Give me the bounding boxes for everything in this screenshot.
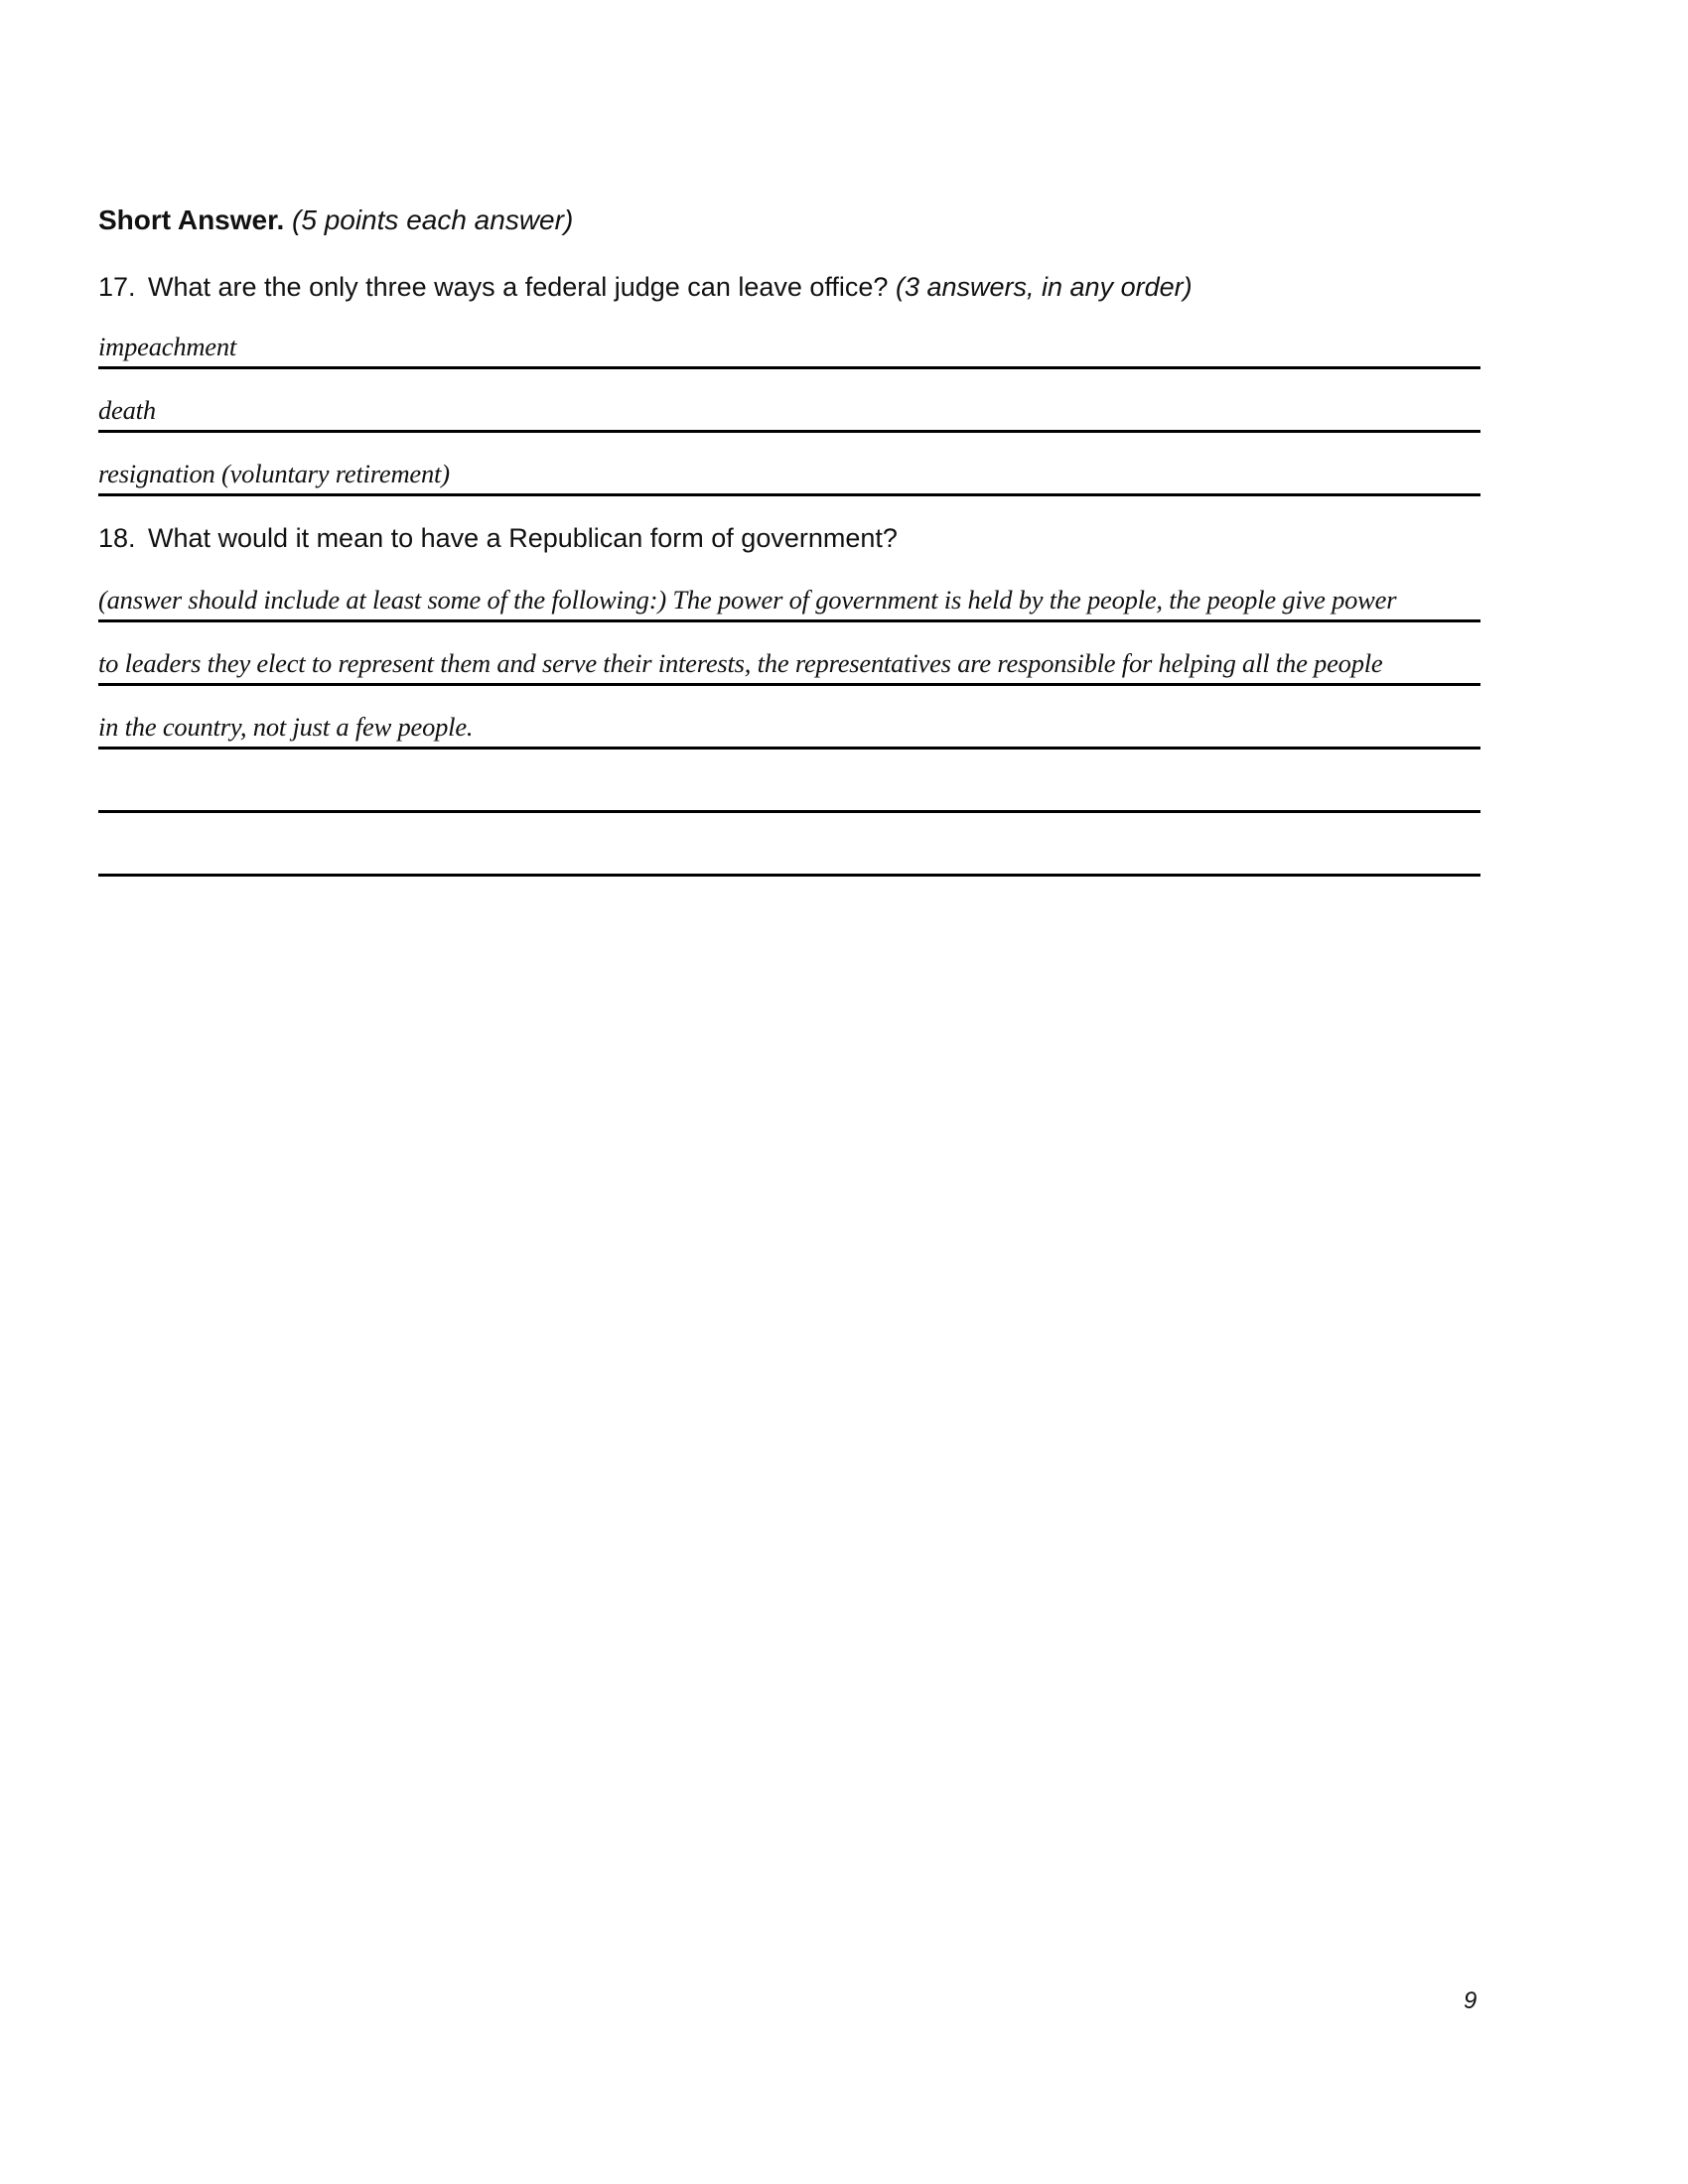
section-heading xyxy=(98,205,573,236)
answer-line[interactable] xyxy=(98,334,1480,369)
answer-text: impeachment xyxy=(98,332,237,361)
question-18 xyxy=(98,523,898,554)
answer-text: resignation (voluntary retirement) xyxy=(98,459,450,488)
answer-line[interactable] xyxy=(98,397,1480,433)
page-number: 9 xyxy=(1464,1987,1477,2014)
answer-line[interactable] xyxy=(98,587,1480,622)
answer-line-blank[interactable] xyxy=(98,777,1480,813)
question-number: 18. xyxy=(98,523,136,553)
answer-text: in the country, not just a few people. xyxy=(98,712,474,742)
answer-text: death xyxy=(98,395,156,425)
answer-text: to leaders they elect to represent them and serve their interests, the representatives are responsible for helping all the people xyxy=(98,648,1383,678)
answer-line[interactable] xyxy=(98,714,1480,750)
answer-line[interactable] xyxy=(98,650,1480,686)
section-points-note: (5 points each answer) xyxy=(292,205,574,235)
answer-line[interactable] xyxy=(98,461,1480,496)
question-number: 17. xyxy=(98,272,136,302)
question-17 xyxy=(98,272,1193,303)
question-note: (3 answers, in any order) xyxy=(895,272,1193,302)
answer-text: (answer should include at least some of the following:) The power of government is held by the people, the people give power xyxy=(98,585,1397,614)
question-text: What would it mean to have a Republican form of government? xyxy=(148,523,898,553)
question-text: What are the only three ways a federal judge can leave office? xyxy=(148,272,889,302)
section-title: Short Answer. xyxy=(98,205,285,235)
answer-line-blank[interactable] xyxy=(98,841,1480,877)
